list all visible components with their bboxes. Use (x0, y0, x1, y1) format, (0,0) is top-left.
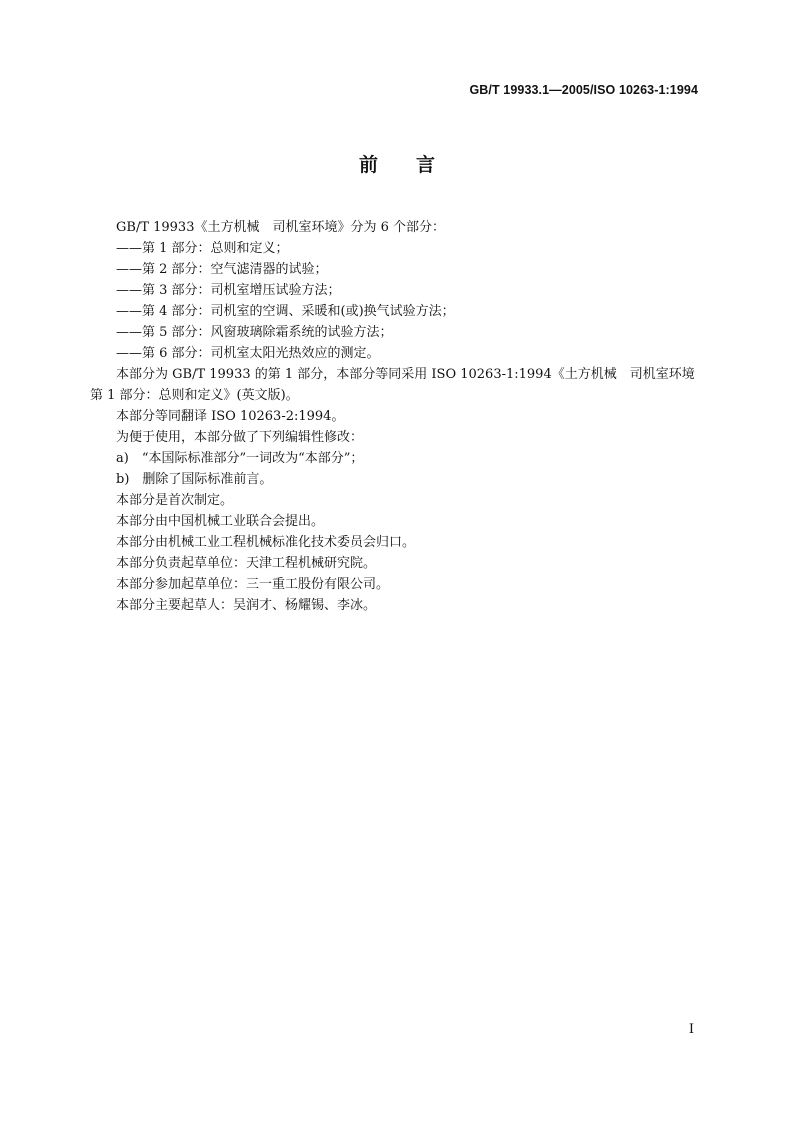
drafters-paragraph: 本部分主要起草人：吴润才、杨耀锡、李冰。 (116, 598, 377, 613)
part-list-item: ——第 1 部分：总则和定义； (116, 241, 289, 256)
part-list-item: ——第 3 部分：司机室增压试验方法； (116, 283, 341, 298)
title-char-2: 言 (416, 154, 436, 176)
committee-paragraph: 本部分由机械工业工程机械标准化技术委员会归口。 (116, 535, 416, 550)
intro-paragraph: GB/T 19933《土方机械 司机室环境》分为 6 个部分： (116, 220, 446, 235)
adoption-paragraph-line-1: 本部分为 GB/T 19933 的第 1 部分，本部分等同采用 ISO 10263-1:1994《土方机械 司机室环境 (116, 367, 695, 382)
first-edition-paragraph: 本部分是首次制定。 (116, 493, 234, 508)
translation-paragraph: 本部分等同翻译 ISO 10263-2:1994。 (116, 409, 345, 424)
adoption-paragraph-line-2: 第 1 部分：总则和定义》(英文版)。 (90, 388, 299, 403)
standard-code-header: GB/T 19933.1—2005/ISO 10263-1:1994 (469, 83, 698, 97)
editorial-change-item-a: a) “本国际标准部分”一词改为“本部分”； (116, 451, 364, 466)
part-list-item: ——第 5 部分：风窗玻璃除霜系统的试验方法； (116, 325, 393, 340)
drafting-unit-paragraph: 本部分负责起草单位：天津工程机械研究院。 (116, 556, 377, 571)
part-list-item: ——第 6 部分：司机室太阳光热效应的测定。 (116, 346, 380, 361)
foreword-body (90, 217, 700, 616)
part-list-item: ——第 4 部分：司机室的空调、采暖和(或)换气试验方法； (116, 304, 455, 319)
title-char-1: 前 (358, 154, 378, 176)
part-list-item: ——第 2 部分：空气滤清器的试验； (116, 262, 328, 277)
page-title (0, 150, 794, 177)
editorial-change-item-b: b) 删除了国际标准前言。 (116, 472, 273, 487)
editorial-changes-paragraph: 为便于使用，本部分做了下列编辑性修改： (116, 430, 364, 445)
proposer-paragraph: 本部分由中国机械工业联合会提出。 (116, 514, 325, 529)
participating-unit-paragraph: 本部分参加起草单位：三一重工股份有限公司。 (116, 577, 390, 592)
page-number: I (688, 1022, 694, 1037)
